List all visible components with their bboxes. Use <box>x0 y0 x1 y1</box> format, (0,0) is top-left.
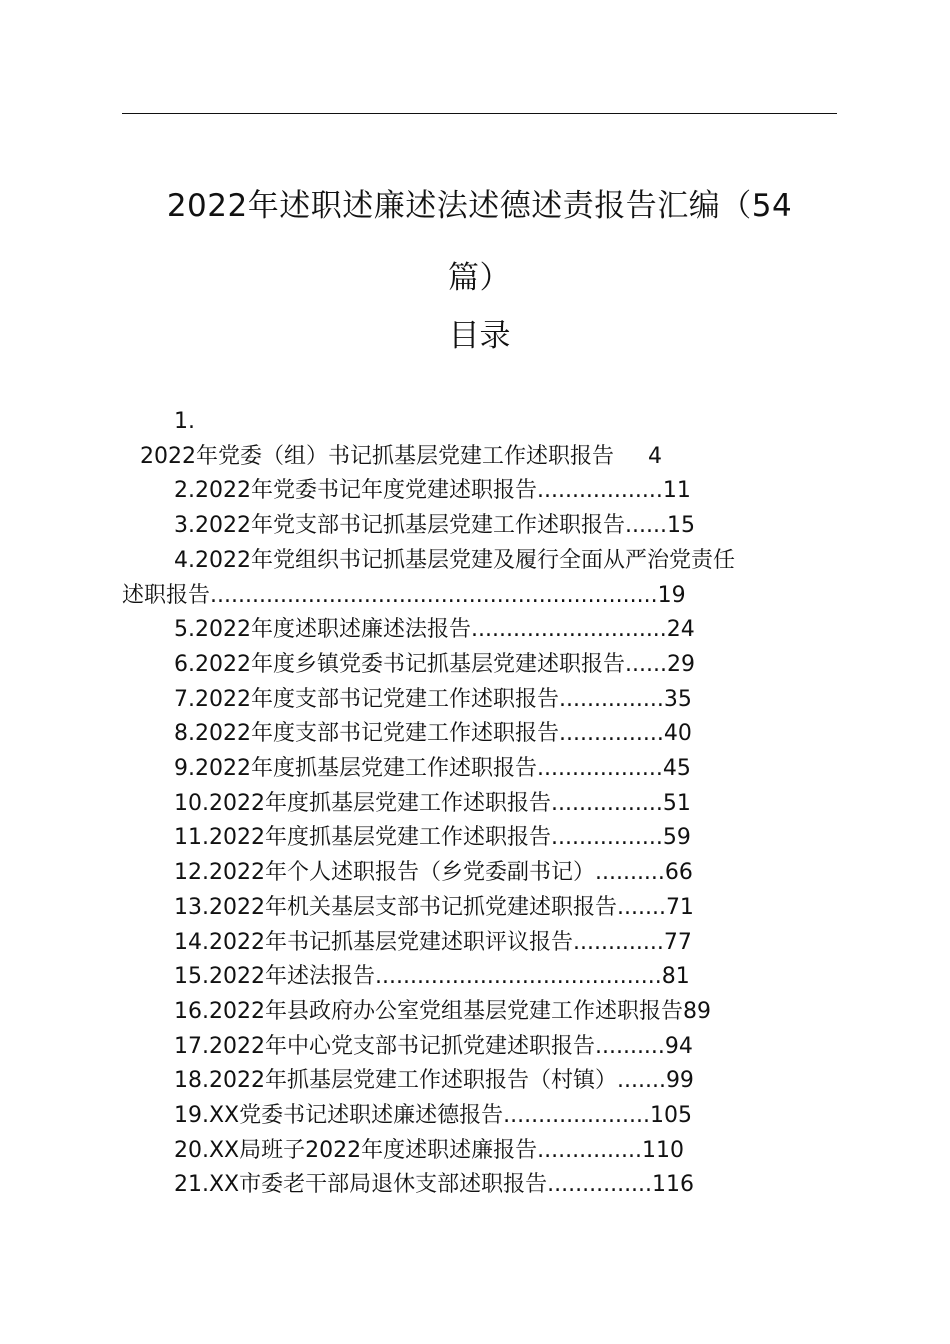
toc-item[interactable] <box>122 683 837 718</box>
toc-item-page: 110 <box>642 1137 685 1163</box>
toc-item-leader: ................ <box>550 790 663 816</box>
toc-item-1-number[interactable] <box>122 405 837 440</box>
toc-item-title: 2.2022年党委书记年度党建述职报告 <box>174 478 537 504</box>
toc-item-page: 99 <box>665 1068 694 1094</box>
toc-item-page: 51 <box>662 790 691 816</box>
toc-item-leader: ....... <box>616 894 666 920</box>
document-title <box>122 170 837 314</box>
toc-item-title: 7.2022年度支部书记党建工作述职报告 <box>174 686 559 712</box>
toc-item-page: 24 <box>666 617 695 643</box>
toc-item-title: 14.2022年书记抓基层党建述职评议报告 <box>174 929 573 955</box>
toc-item-leader: ...... <box>624 651 667 677</box>
toc-item-page: 19 <box>657 582 686 608</box>
toc-item-leader: ............... <box>547 1172 653 1198</box>
toc-item-page: 40 <box>663 721 692 747</box>
toc-item[interactable] <box>122 752 837 787</box>
toc-item[interactable] <box>122 926 837 961</box>
toc-item[interactable] <box>122 787 837 822</box>
toc-item-number: 1. <box>174 409 195 434</box>
toc-item[interactable] <box>122 1134 837 1169</box>
toc-item-continuation[interactable] <box>122 579 837 614</box>
toc-item-title: 15.2022年述法报告 <box>174 964 375 990</box>
toc-item-page: 71 <box>665 894 694 920</box>
toc-item-leader: ............... <box>537 1137 643 1163</box>
toc-item-title: 2022年党委（组）书记抓基层党建工作述职报告 <box>140 443 614 469</box>
toc-item[interactable] <box>122 509 837 544</box>
toc-item-leader: ................ <box>550 825 663 851</box>
toc-item[interactable] <box>122 856 837 891</box>
toc-item-title: 20.XX局班子2022年度述职述廉报告 <box>174 1137 538 1163</box>
toc-item-title: 6.2022年度乡镇党委书记抓基层党建述职报告 <box>174 651 625 677</box>
toc-item-page: 59 <box>662 825 691 851</box>
toc-item[interactable] <box>122 1064 837 1099</box>
toc-item[interactable] <box>122 648 837 683</box>
toc-item-title: 18.2022年抓基层党建工作述职报告（村镇） <box>174 1068 617 1094</box>
header-rule <box>122 113 837 114</box>
toc-item[interactable] <box>122 474 837 509</box>
toc-item-leader: .................. <box>536 478 663 504</box>
toc-item-title: 19.XX党委书记述职述廉述德报告 <box>174 1103 504 1129</box>
toc-item-page: 77 <box>663 929 692 955</box>
toc-item-title: 17.2022年中心党支部书记抓党建述职报告 <box>174 1033 595 1059</box>
toc-item-title: 11.2022年度抓基层党建工作述职报告 <box>174 825 551 851</box>
toc-item-title: 13.2022年机关基层支部书记抓党建述职报告 <box>174 894 617 920</box>
toc-item-leader: ...... <box>624 513 667 539</box>
toc-item[interactable] <box>122 717 837 752</box>
toc-item-title: 3.2022年党支部书记抓基层党建工作述职报告 <box>174 513 625 539</box>
toc-item-leader: ............... <box>558 721 664 747</box>
toc-item-page: 66 <box>664 860 693 886</box>
toc-item-leader: ............... <box>558 686 664 712</box>
toc-item-leader: ................................................................ <box>210 582 658 608</box>
toc-item-title: 9.2022年度抓基层党建工作述职报告 <box>174 756 537 782</box>
toc-item-1[interactable] <box>122 440 837 475</box>
toc-item-leader: ..................... <box>503 1103 650 1129</box>
toc-item[interactable] <box>122 960 837 995</box>
toc-item[interactable] <box>122 544 837 579</box>
table-of-contents <box>122 405 837 1203</box>
toc-item-leader: ......................................... <box>374 964 662 990</box>
toc-item-page: 29 <box>666 651 695 677</box>
toc-item-title: 16.2022年县政府办公室党组基层党建工作述职报告 <box>174 998 683 1024</box>
toc-item-page: 105 <box>650 1103 692 1129</box>
toc-item-page: 15 <box>666 513 695 539</box>
toc-item-title: 12.2022年个人述职报告（乡党委副书记） <box>174 860 595 886</box>
toc-item-leader: ............................ <box>470 617 667 643</box>
toc-item-title: 4.2022年党组织书记抓基层党建及履行全面从严治党责任 <box>174 547 735 573</box>
toc-item-page: 116 <box>652 1172 695 1198</box>
toc-item[interactable] <box>122 1168 837 1203</box>
toc-item-title: 10.2022年度抓基层党建工作述职报告 <box>174 790 551 816</box>
toc-item-title: 8.2022年度支部书记党建工作述职报告 <box>174 721 559 747</box>
document-title-line-2: 篇） <box>448 260 511 296</box>
toc-item-leader: ............. <box>572 929 664 955</box>
toc-item[interactable] <box>122 1099 837 1134</box>
toc-item-page: 45 <box>662 756 691 782</box>
toc-item-page: 94 <box>664 1033 693 1059</box>
toc-item[interactable] <box>122 995 837 1030</box>
toc-item-page: 11 <box>662 478 691 504</box>
toc-item-title: 21.XX市委老干部局退休支部述职报告 <box>174 1172 548 1198</box>
toc-item-page: 35 <box>663 686 692 712</box>
toc-item-page: 89 <box>682 998 711 1024</box>
toc-item[interactable] <box>122 891 837 926</box>
toc-item-leader: .......... <box>594 1033 665 1059</box>
toc-item[interactable] <box>122 821 837 856</box>
toc-item-title: 述职报告 <box>122 582 211 608</box>
toc-item[interactable] <box>122 613 837 648</box>
document-title-line-1: 2022年述职述廉述法述德述责报告汇编（54 <box>166 188 793 224</box>
toc-item-leader: ....... <box>616 1068 666 1094</box>
toc-item-leader: .................. <box>536 756 663 782</box>
toc-item-page: 4 <box>648 443 662 469</box>
toc-item-title: 5.2022年度述职述廉述法报告 <box>174 617 471 643</box>
toc-item-leader: .......... <box>594 860 665 886</box>
toc-heading: 目录 <box>448 318 511 354</box>
toc-item-page: 81 <box>661 964 690 990</box>
toc-item[interactable] <box>122 1030 837 1065</box>
